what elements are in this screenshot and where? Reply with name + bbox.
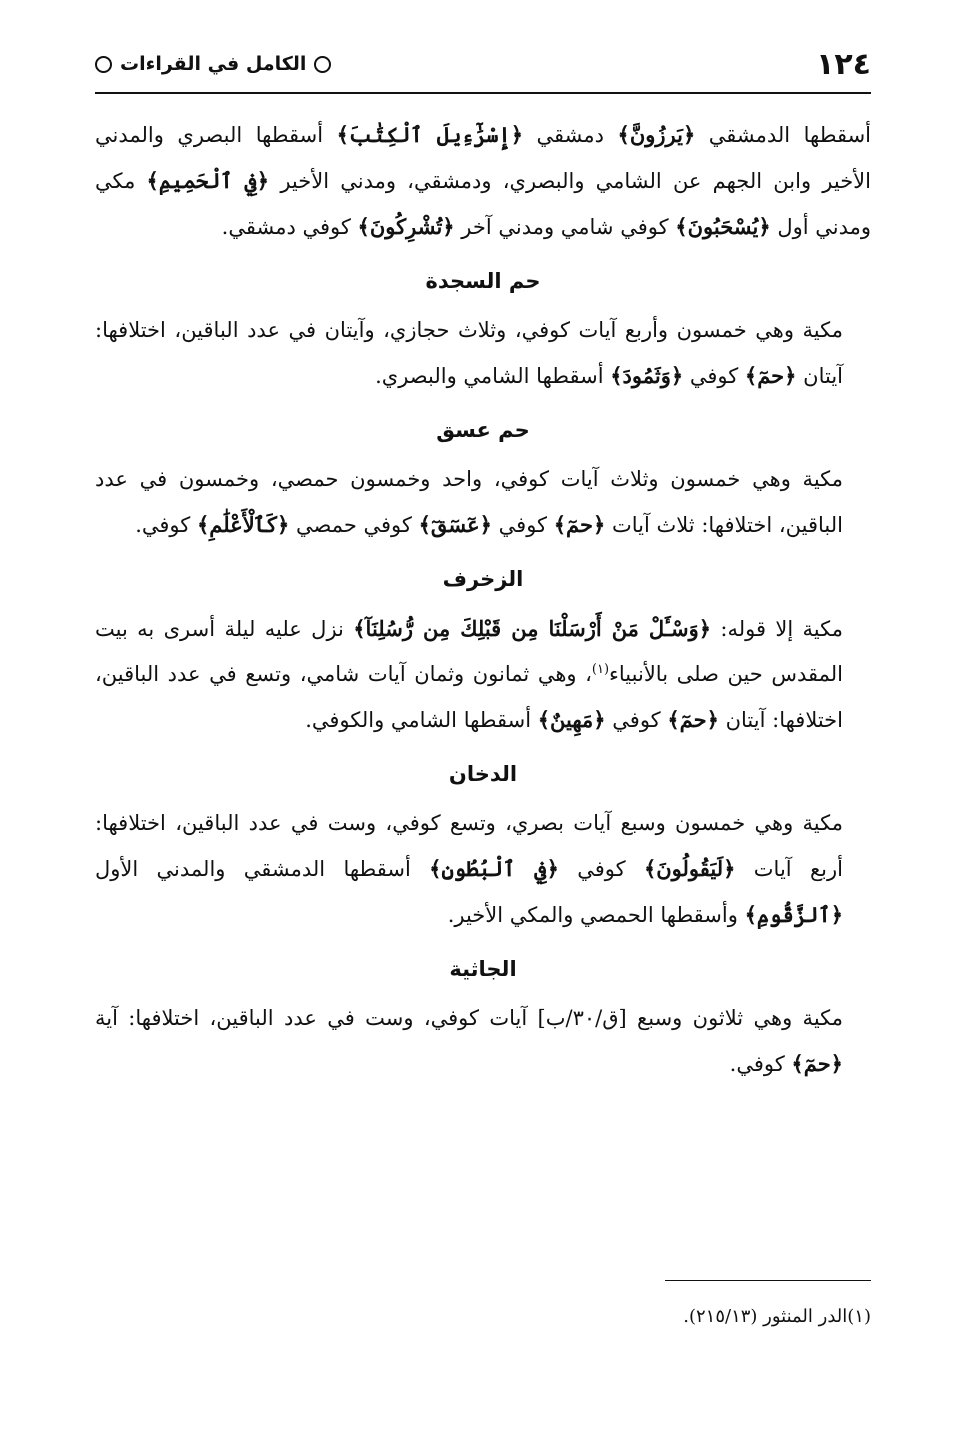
intro-paragraph: أسقطها الدمشقي ﴿يَرزُونَّ﴾ دمشقي ﴿إِسْرَٰٓءِيلَ ٱلْكِتَٰبَ﴾ أسقطها البصري والمدني الأخير وابن الجهم عن الشامي والبصري، ودمشقي، ومدني الأخير ﴿فِي ٱلْحَمِيمِ﴾ مكي ومدني أول ﴿يُسْحَبُونَ﴾ كوفي شامي ومدني آخر ﴿تُشْرِكُونَ﴾ كوفي دمشقي.: [95, 122, 872, 239]
quran-quote: ﴿لَيَقُولُونَ﴾: [643, 856, 736, 881]
quran-quote: ﴿حمٓ﴾: [553, 512, 606, 537]
quran-quote: ﴿حمٓ﴾: [744, 363, 797, 388]
running-header: [95, 44, 871, 84]
quran-quote: ﴿عٓسٓقٓ﴾: [418, 512, 492, 537]
footnote-marker[interactable]: (١): [591, 662, 610, 677]
page-number: ١٢٤: [816, 46, 871, 82]
book-title: الكامل في القراءات: [120, 53, 307, 75]
quran-quote: ﴿وَثَمُودَ﴾: [610, 363, 684, 388]
circle-icon: [314, 56, 331, 73]
asq-paragraph: مكية وهي خمسون وثلاث آيات كوفي، واحد وخمسون حمصي، وخمسون في عدد الباقين، اختلافها: ثلاث آيات ﴿حمٓ﴾ كوفي ﴿عٓسٓقٓ﴾ كوفي حمصي ﴿كَٱلْأَعْلَٰمِ﴾ كوفي.: [95, 467, 843, 537]
footnote-divider: [665, 1280, 871, 1281]
jathiya-paragraph: مكية وهي ثلاثون وسبع [ق/٣٠/ب] آيات كوفي، وست في عدد الباقين، اختلافها: آية ﴿حمٓ﴾ كوفي.: [95, 1006, 843, 1076]
quran-quote: ﴿ٱلزَّقُّومِ﴾: [744, 902, 843, 927]
header-rule: [95, 92, 871, 94]
quran-quote: ﴿حمٓ﴾: [791, 1051, 843, 1076]
section-title-asq: حم عسق: [436, 418, 530, 442]
zukhruf-paragraph: مكية إلا قوله: ﴿وَسْـَٔلْ مَنْ أَرْسَلْنَا مِن قَبْلِكَ مِن رُّسُلِنَآ﴾ نزل عليه ليلة أسرى به بيت المقدس حين صلى بالأنبياء$^{(١)}$، وهي ثمانون وثمان آيات شامي، وتسع في عدد الباقين، اختلافها: آيتان ﴿حمٓ﴾ كوفي ﴿مَهِينٌ﴾ أسقطها الشامي والكوفي.: [95, 616, 843, 732]
dukhan-paragraph: مكية وهي خمسون وسبع آيات بصري، وتسع كوفي، وست في عدد الباقين، اختلافها: أربع آيات ﴿لَيَقُولُونَ﴾ كوفي ﴿فِي ٱلْبُطُونِ﴾ أسقطها الدمشقي والمدني الأول ﴿ٱلزَّقُّومِ﴾ وأسقطها الحمصي والمكي الأخير.: [95, 811, 843, 927]
quran-quote: ﴿حمٓ﴾: [667, 707, 719, 732]
footnote-text: (١)الدر المنثور (٢١٥/١٣).: [683, 1306, 871, 1327]
quran-quote: ﴿كَٱلْأَعْلَٰمِ﴾: [196, 512, 290, 537]
quran-quote: ﴿مَهِينٌ﴾: [537, 707, 606, 732]
quran-quote: ﴿يَرزُونَّ﴾: [617, 122, 696, 147]
section-title-zukhruf: الزخرف: [442, 567, 524, 591]
section-title-dukhan: الدخان: [448, 762, 518, 786]
sajda-paragraph: مكية وهي خمسون وأربع آيات كوفي، وثلاث حجازي، وآيتان في عدد الباقين، اختلافها: آيتان ﴿حمٓ﴾ كوفي ﴿وَثَمُودَ﴾ أسقطها الشامي والبصري.: [95, 318, 843, 388]
quran-quote: ﴿فِي ٱلْبُطُونِ﴾: [429, 856, 559, 881]
quran-quote: ﴿فِي ٱلْحَمِيمِ﴾: [146, 168, 270, 193]
book-title-group: [95, 53, 331, 75]
quran-quote: ﴿تُشْرِكُونَ﴾: [357, 214, 455, 239]
circle-icon: [95, 56, 112, 73]
page-body: [95, 112, 871, 1087]
quran-quote: ﴿وَسْـَٔلْ مَنْ أَرْسَلْنَا مِن قَبْلِكَ مِن رُّسُلِنَآ﴾: [353, 616, 712, 641]
quran-quote: ﴿يُسْحَبُونَ﴾: [675, 214, 771, 239]
quran-quote: ﴿إِسْرَٰٓءِيلَ ٱلْكِتَٰبَ﴾: [336, 122, 524, 147]
section-title-jathiya: الجاثية: [449, 957, 517, 981]
section-title-sajda: حم السجدة: [425, 269, 541, 293]
